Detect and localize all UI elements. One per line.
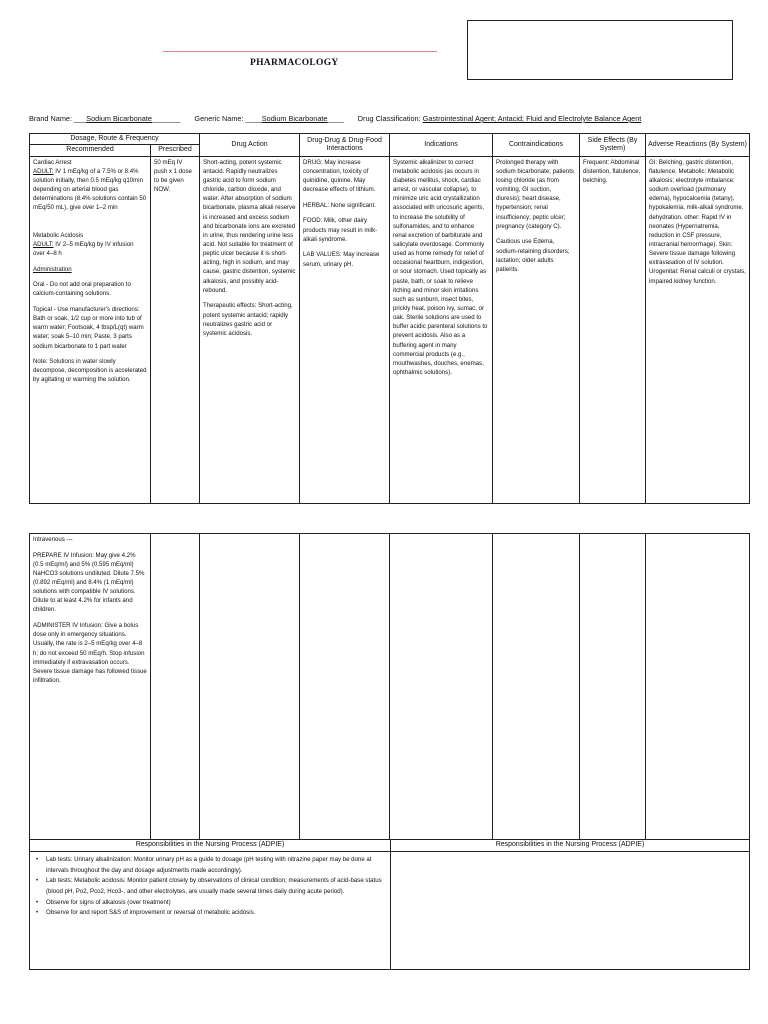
brand-blank-pre: ___ <box>74 114 87 123</box>
cardiac-arrest-dose: IV 1 mEq/kg of a 7.5% or 8.4% solution initially, then 0.5 mEq/kg q10min depending on arterial blood gas determinations (8.4% solutions contain 50 mEq/50 mL), give over 1–2 min <box>33 167 147 212</box>
prescribed-dosage-cell: 50 mEq IV push x 1 dose to be given NOW. <box>151 156 200 503</box>
header-contraindications: Contraindications <box>493 134 580 157</box>
generic-blank-post: ____ <box>327 114 344 123</box>
herbal-interactions-text: HERBAL: None significant. <box>303 201 376 209</box>
administration-heading: Administration <box>33 265 72 273</box>
metabolic-acidosis-title: Metabolic Acidosis <box>33 231 84 239</box>
page-title: PHARMACOLOGY <box>250 58 339 68</box>
title-rule <box>163 51 437 52</box>
adpie-header-left: Responsibilities in the Nursing Process (ADPIE) <box>30 840 391 852</box>
recommended-dosage-cell <box>30 156 151 503</box>
adpie-list <box>33 855 387 919</box>
empty-cell <box>580 534 646 840</box>
empty-cell <box>646 534 750 840</box>
adpie-item-text: Lab tests: Metabolic acidosis: Monitor patient closely by observations of clinical condition; measurements of acid-base status (blood pH, Po2, Pco2, Hco3-, and other electrolytes, are usually made several times daily during acute period). <box>46 877 382 895</box>
drug-action-cell <box>200 156 300 503</box>
header-indications: Indications <box>390 134 493 157</box>
header-drug-action: Drug Action <box>200 134 300 157</box>
empty-cell <box>493 534 580 840</box>
drug-info-table <box>29 133 750 504</box>
drug-class-label: Drug Classification: <box>357 114 423 123</box>
header-interactions: Drug-Drug & Drug-Food Interactions <box>300 134 390 157</box>
brand-blank-post: _______ <box>151 114 181 123</box>
cautious-use-text: Cautious use Edema, sodium-retaining disorders; lactation; older adults patients. <box>496 238 570 273</box>
generic-name-value: Sodium Bicarbonate <box>261 114 328 123</box>
header-prescribed: Prescribed <box>151 145 200 156</box>
header-adverse-reactions: Adverse Reactions (By System) <box>646 134 750 157</box>
adpie-left-cell <box>30 852 391 970</box>
oral-administration: Oral - Do not add oral preparation to calcium-containing solutions. <box>33 281 131 298</box>
bullet-icon: • <box>36 856 39 863</box>
side-effects-cell: Frequent: Abdominal distention, flatulence, belching. <box>580 156 646 503</box>
administer-iv-infusion: ADMINISTER IV Infusion: Give a bolus dose only in emergency situations. Usually, the rate is 2–5 mEq/kg over 4–8 h; do not exceed 50 mEq/h. Stop infusion immediately if extravasation occurs. Severe tissue damage has followed tissue infiltration. <box>33 622 147 684</box>
bullet-icon: • <box>36 909 39 917</box>
intravenous-heading: Intravenous --- <box>33 536 73 543</box>
cardiac-arrest-title: Cardiac Arrest <box>33 158 72 166</box>
continuation-table <box>29 533 750 840</box>
header-dosage-route-frequency: Dosage, Route & Frequency <box>30 134 200 145</box>
indications-cell: Systemic alkalinizer to correct metabolic acidosis (as occurs in diabetes mellitus, shock, cardiac arrest, or vascular collapse), to minimize uric acid crystallization associated with uricosuric agents, to increase the solubility of sulfonamides, and to enhance renal excretion of barbiturate and salicylate overdosage. Commonly used as home remedy for relief of occasional heartburn, indigestion, or sour stomach. Used topically as paste, bath, or soak to relieve itching and minor skin irritations such as sunburn, insect bites, prickly heat, poison ivy, sumac, or oak. Sterile solutions are used to buffer acidic parenteral solutions to prevent acidosis. Also as a buffering agent in many commercial products (e.g., mouthwashes, douches, enemas, ophthalmic solutions). <box>390 156 493 503</box>
generic-blank-pre: ____ <box>245 114 262 123</box>
list-item <box>33 898 387 909</box>
drug-interactions-text: DRUG: May increase concentration, toxicity of quinidine, quinine. May decrease effects of lithium. <box>303 158 376 194</box>
contraindications-cell <box>493 156 580 503</box>
drug-class-value: Gastrointestinal Agent; Antacid; Fluid and Electrolyte Balance Agent <box>422 114 642 123</box>
list-item <box>33 876 387 897</box>
metabolic-acidosis-dose: IV 2–5 mEq/kg by IV infusion over 4–8 h <box>33 240 134 257</box>
adpie-right-cell <box>391 852 750 970</box>
name-box <box>467 20 733 80</box>
empty-cell <box>300 534 390 840</box>
therapeutic-effects-text: Therapeutic effects: Short-acting, potent systemic antacid; rapidly neutralizes gastric acid or systemic acidosis. <box>203 302 293 337</box>
contraindications-text: Prolonged therapy with sodium bicarbonate; patients losing chloride (as from vomiting, GI suction, diuresis); heart disease, hypertension; renal insufficiency; peptic ulcer; pregnancy (category C). <box>496 158 574 230</box>
storage-note: Note: Solutions in water slowly decompose, decomposition is accelerated by agitating or warming the solution. <box>33 358 147 384</box>
drug-info-line <box>29 114 749 123</box>
header-recommended: Recommended <box>30 145 151 156</box>
nursing-process-table <box>29 839 750 970</box>
intravenous-dosage-cell <box>30 534 151 840</box>
list-item <box>33 908 387 919</box>
interactions-cell <box>300 156 390 503</box>
adpie-item-text: Lab tests: Urinary alkalinization: Monitor urinary pH as a guide to dosage (pH testing with nitrazine paper may be done at intervals throughout the day and dosage adjustments made accordingly). <box>46 856 372 874</box>
brand-name-label: Brand Name: <box>29 114 75 123</box>
adpie-item-text: Observe for and report S&S of improvement or reversal of metabolic acidosis. <box>46 909 256 917</box>
brand-name-value: Sodium Bicarbonate <box>86 114 152 123</box>
adverse-reactions-cell: GI: Belching, gastric distention, flatulence. Metabolic: Metabolic alkalosis; electrolyte imbalance: sodium overload (pulmonary edema), hypocalcemia (tetany), hypokalemia, milk-alkali syndrome, dehydration. other: Rapid IV in neonates (Hypernatremia, reduction in CSF pressure, intracranial hemorrhage). Skin: Severe tissue damage following extravasation of IV solution. Urogenital: Renal calculi or crystals, impaired kidney function. <box>646 156 750 503</box>
adult-label: ADULT: <box>33 167 54 175</box>
empty-cell <box>390 534 493 840</box>
empty-cell <box>151 534 200 840</box>
lab-values-text: LAB VALUES: May increase serum, urinary pH. <box>303 251 380 268</box>
bullet-icon: • <box>36 877 39 885</box>
empty-cell <box>200 534 300 840</box>
drug-action-text: Short-acting, potent systemic antacid. Rapidly neutralizes gastric acid to form sodium chloride, carbon dioxide, and water. After absorption of sodium bicarbonate, plasma alkali reserve is increased and excess sodium and bicarbonate ions are excreted in urine, thus rendering urine less acid. Not suitable for treatment of peptic ulcer because it is short-acting, high in sodium, and may cause, gastric distention, systemic alkalosis, and possibly acid-rebound. <box>203 158 296 294</box>
prepare-iv-infusion: PREPARE IV Infusion: May give 4.2% (0.5 mEq/ml) and 5% (0.595 mEq/ml) NaHCO3 solutions undiluted. Dilute 7.5% (0.892 mEq/ml) and 8.4% (1 mEq/ml) solutions with compatible IV solutions. Dilute to at least 4.2% for infants and children. <box>33 551 145 614</box>
generic-name-label: Generic Name: <box>194 114 246 123</box>
adult-label: ADULT: <box>33 240 54 248</box>
list-item <box>33 855 387 876</box>
adpie-header-right: Responsibilities in the Nursing Process (ADPIE) <box>391 840 750 852</box>
topical-administration: Topical - Use manufacturer's directions: Bath or soak, 1/2 cup or more into tub of warm water; Footsoak, 4 tbsp/L(qt) warm water; soak 5–10 min; Paste, 3 parts sodium bicarbonate to 1 part water <box>33 305 144 350</box>
food-interactions-text: FOOD: Milk, other dairy products may result in milk-alkali syndrome. <box>303 217 378 243</box>
header-side-effects: Side Effects (By System) <box>580 134 646 157</box>
adpie-item-text: Observe for signs of alkalosis (over treatment) <box>46 898 171 906</box>
bullet-icon: • <box>36 898 39 906</box>
